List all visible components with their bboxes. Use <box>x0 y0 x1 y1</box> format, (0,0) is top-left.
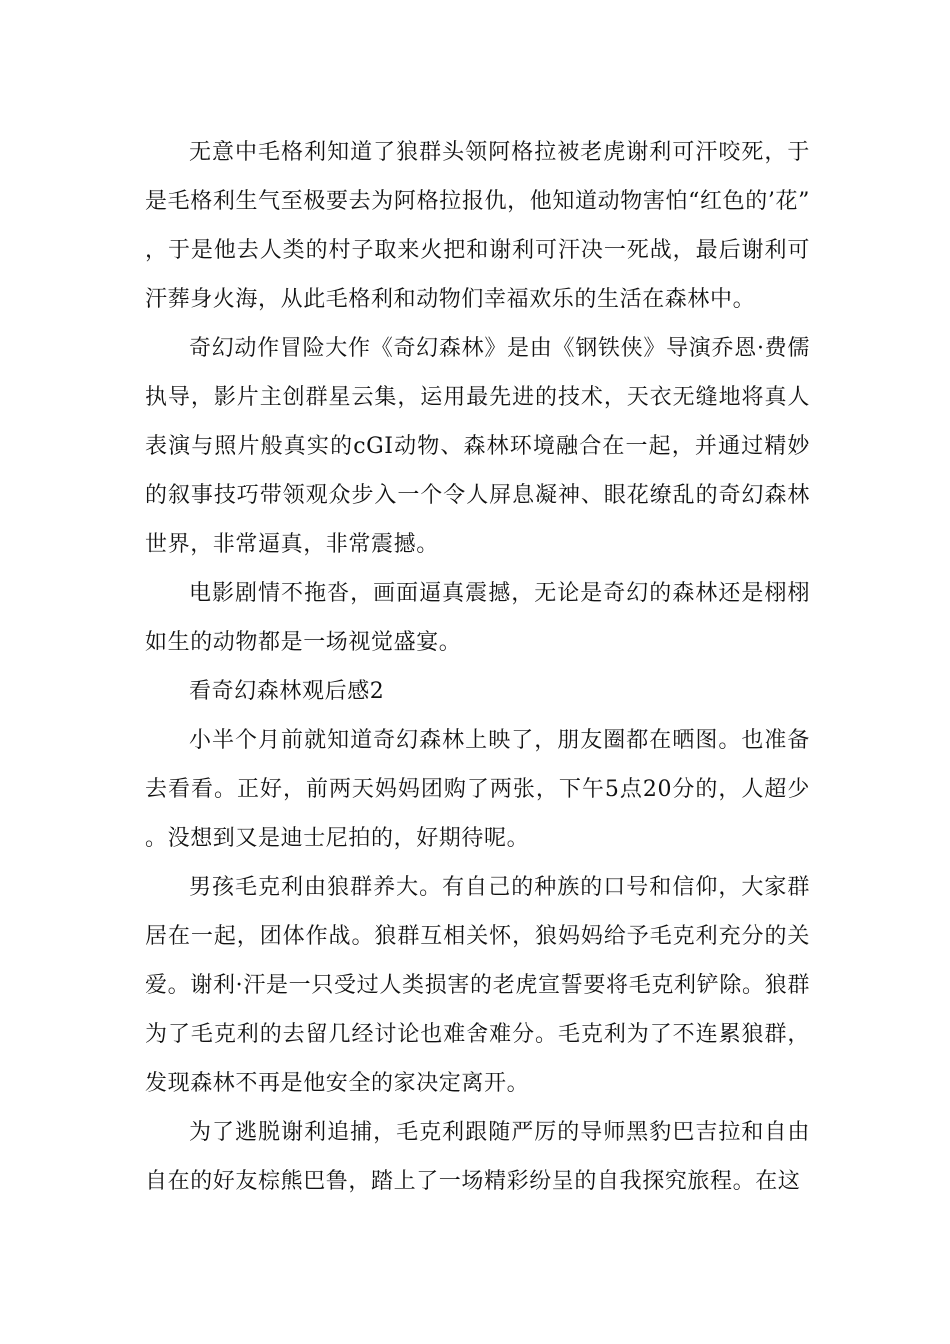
paragraph-4: 小半个月前就知道奇幻森林上映了，朋友圈都在晒图。也准备去看看。正好，前两天妈妈团购了两张，下午5点20分的，人超少。没想到又是迪士尼拍的，好期待呢。 <box>145 728 810 851</box>
paragraph-5: 男孩毛克利由狼群养大。有自己的种族的口号和信仰，大家群居在一起，团体作战。狼群互相关怀，狼妈妈给予毛克利充分的关爱。谢利·汗是一只受过人类损害的老虎宣誓要将毛克利铲除。狼群为了毛克利的去留几经讨论也难舍难分。毛克利为了不连累狼群，发现森林不再是他安全的家决定离开。 <box>145 875 810 1096</box>
paragraph-6: 为了逃脱谢利追捕，毛克利跟随严厉的导师黑豹巴吉拉和自由自在的好友棕熊巴鲁，踏上了一场精彩纷呈的自我探究旅程。在这 <box>145 1120 810 1194</box>
paragraph-3: 电影剧情不拖沓，画面逼真震撼，无论是奇幻的森林还是栩栩如生的动物都是一场视觉盛宴。 <box>145 581 810 655</box>
article-body <box>145 128 810 1206</box>
paragraph-1: 无意中毛格利知道了狼群头领阿格拉被老虎谢利可汗咬死，于是毛格利生气至极要去为阿格拉报仇，他知道动物害怕“红色的’花”，于是他去人类的村子取来火把和谢利可汗决一死战，最后谢利可汗葬身火海，从此毛格利和动物们幸福欢乐的生活在森林中。 <box>145 140 810 312</box>
section-heading: 看奇幻森林观后感2 <box>189 679 385 704</box>
paragraph-2: 奇幻动作冒险大作《奇幻森林》是由《钢铁侠》导演乔恩·费儒执导，影片主创群星云集，运用最先进的技术，天衣无缝地将真人表演与照片般真实的cGI动物、森林环境融合在一起，并通过精妙的叙事技巧带领观众步入一个令人屏息凝神、眼花缭乱的奇幻森林世界，非常逼真，非常震撼。 <box>145 336 810 557</box>
